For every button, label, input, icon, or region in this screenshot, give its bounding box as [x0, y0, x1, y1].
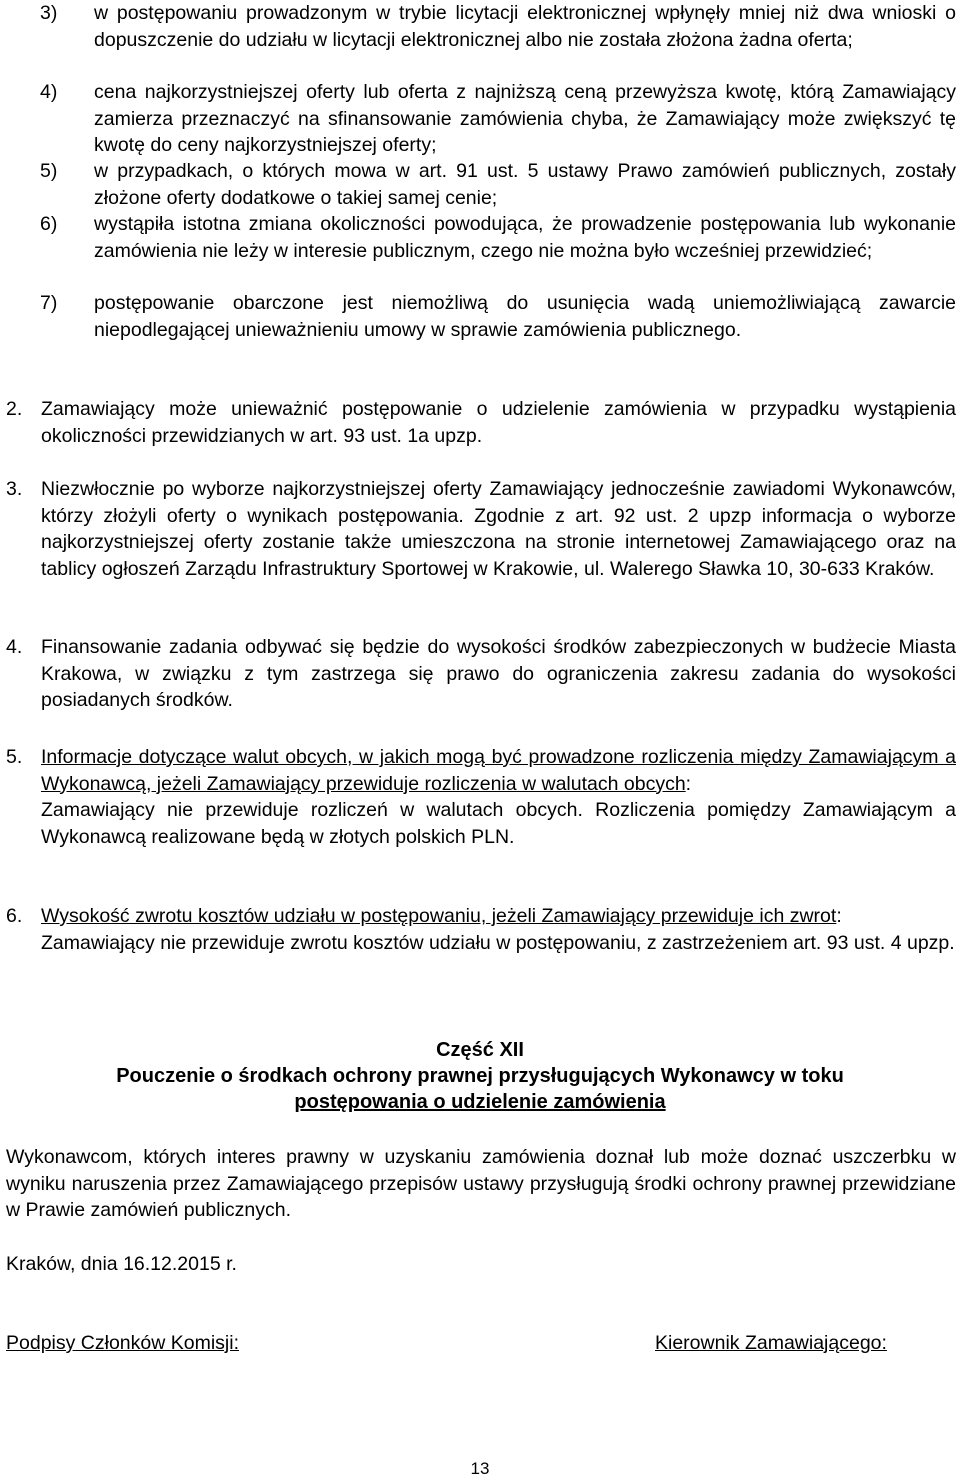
point-number: 6.	[6, 905, 23, 927]
numbered-point	[6, 476, 956, 582]
signature-committee-members: Podpisy Członków Komisji:	[6, 1332, 240, 1354]
part-subtitle-line-1: Pouczenie o środkach ochrony prawnej przysługujących Wykonawcy w toku	[116, 1065, 844, 1087]
point-text: Zamawiający nie przewiduje rozliczeń w walutach obcych. Rozliczenia pomiędzy Zamawiającym a Wykonawcą realizowane będą w złotych polskich PLN.	[41, 799, 956, 848]
part-subtitle-line-2: postępowania o udzielenie zamówienia	[294, 1091, 666, 1113]
point-text: Niezwłocznie po wyborze najkorzystniejszej oferty Zamawiający jednocześnie zawiadomi Wykonawców, którzy złożyli oferty o wynikach postępowania. Zgodnie z art. 92 ust. 2 upzp informacja o wyborze najkorzystniejszej oferty zostanie także umieszczona na stronie internetowej Zamawiającego oraz na tablicy ogłoszeń Zarządu Infrastruktury Sportowej w Krakowie, ul. Walerego Sławka 10, 30-633 Kraków.	[41, 478, 956, 580]
point-number: 5.	[6, 746, 23, 768]
page-number: 13	[470, 1459, 490, 1478]
legal-remedies-paragraph: Wykonawcom, których interes prawny w uzyskaniu zamówienia doznał lub może doznać uszczerbku w wyniku naruszenia przez Zamawiającego przepisów ustawy przysługują środki ochrony prawnej przewidziane w Prawie zamówień publicznych.	[6, 1146, 956, 1221]
part-title: Część XII	[436, 1039, 524, 1061]
list-item	[40, 0, 956, 53]
point-heading	[41, 744, 956, 797]
point-heading-underlined: Wysokość zwrotu kosztów udziału w postępowaniu, jeżeli Zamawiający przewiduje ich zwrot	[41, 905, 837, 927]
numbered-point	[6, 744, 956, 850]
list-item-text: w postępowaniu prowadzonym w trybie licytacji elektronicznej wpłynęły mniej niż dwa wnioski o dopuszczenie do udziału w licytacji elektronicznej albo nie została złożona żadna oferta;	[94, 2, 956, 51]
list-item-text: wystąpiła istotna zmiana okoliczności powodująca, że prowadzenie postępowania lub wykonanie zamówienia nie leży w interesie publicznym, czego nie można było wcześniej przewidzieć;	[94, 213, 956, 262]
point-number: 4.	[6, 636, 23, 658]
list-item-text: w przypadkach, o których mowa w art. 91 ust. 5 ustawy Prawo zamówień publicznych, zostały złożone oferty dodatkowe o takiej samej cenie;	[94, 160, 956, 209]
signature-head-of-contracting-authority: Kierownik Zamawiającego:	[655, 1332, 887, 1354]
point-text: Zamawiający może unieważnić postępowanie o udzielenie zamówienia w przypadku wystąpienia okoliczności przewidzianych w art. 93 ust. 1a upzp.	[41, 398, 956, 447]
point-heading-underlined: Informacje dotyczące walut obcych, w jakich mogą być prowadzone rozliczenia między Zamawiającym a Wykonawcą, jeżeli Zamawiający przewiduje rozliczenia w walutach obcych	[41, 746, 956, 795]
numbered-point	[6, 903, 956, 956]
point-text: Zamawiający nie przewiduje zwrotu kosztów udziału w postępowaniu, z zastrzeżeniem art. 93 ust. 4 upzp.	[41, 931, 955, 954]
list-item	[40, 158, 956, 211]
list-item	[40, 211, 956, 264]
list-item-text: cena najkorzystniejszej oferty lub oferta z najniższą ceną przewyższa kwotę, którą Zamawiający zamierza przeznaczyć na sfinansowanie zamówienia chyba, że Zamawiający może zwiększyć tę kwotę do ceny najkorzystniejszej oferty;	[94, 81, 956, 156]
point-heading	[41, 903, 956, 930]
list-item	[40, 79, 956, 159]
list-item	[40, 290, 956, 343]
list-item-number: 7)	[40, 292, 58, 314]
numbered-point	[6, 634, 956, 714]
point-text: Finansowanie zadania odbywać się będzie do wysokości środków zabezpieczonych w budżecie Miasta Krakowa, w związku z tym zastrzega się prawo do ograniczenia zakresu zadania do wysokości posiadanych środków.	[41, 636, 956, 711]
point-number: 3.	[6, 478, 23, 500]
list-item-number: 5)	[40, 160, 58, 182]
list-item-number: 4)	[40, 81, 58, 103]
list-item-text: postępowanie obarczone jest niemożliwą do usunięcia wadą uniemożliwiającą zawarcie niepodlegającej unieważnieniu umowy w sprawie zamówienia publicznego.	[94, 292, 956, 341]
list-item-number: 3)	[40, 2, 58, 24]
list-item-number: 6)	[40, 213, 58, 235]
point-heading-colon: :	[685, 772, 692, 795]
point-number: 2.	[6, 398, 23, 420]
numbered-point	[6, 396, 956, 449]
point-heading-colon: :	[836, 905, 842, 927]
date-line: Kraków, dnia 16.12.2015 r.	[6, 1253, 237, 1275]
